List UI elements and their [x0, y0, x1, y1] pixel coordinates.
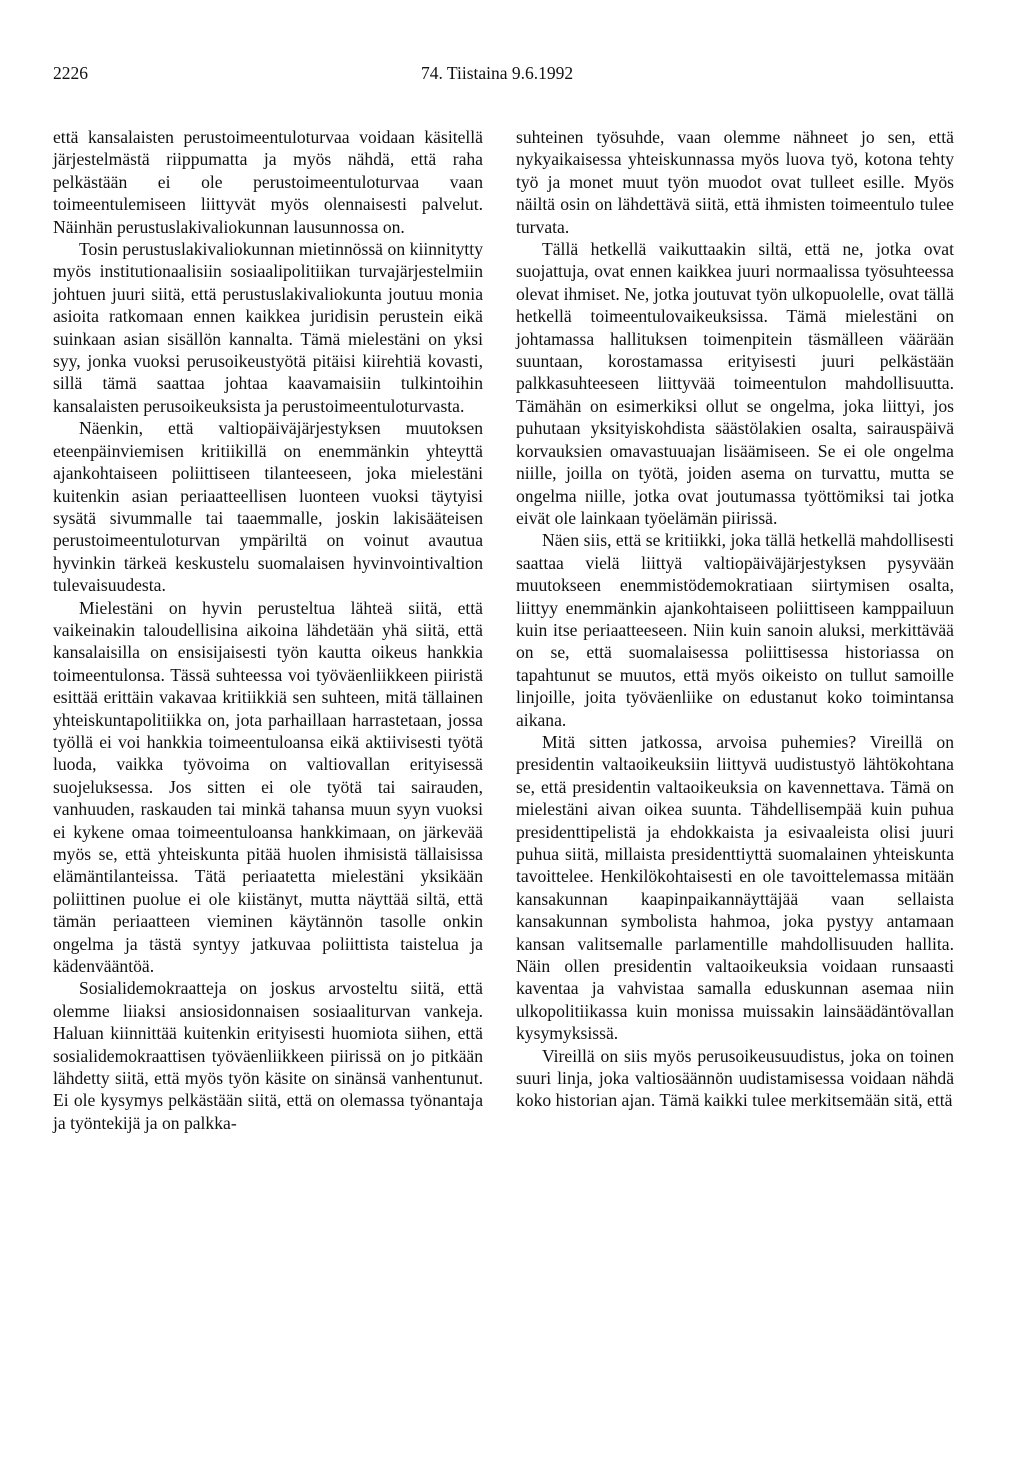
- paragraph: Tällä hetkellä vaikuttaakin siltä, että ne, jotka ovat suojattuja, ovat ennen kaikkea juuri normaalissa työsuhteessa olevat ihmiset. Ne, jotka joutuvat työn ulkopuolelle, ovat tällä hetkellä toimeentulovaikeuksissa. Tämä mielestäni on johtamassa hallituksen toimenpitein täsmälleen väärään suuntaan, korostamassa erityisesti juuri pelkästään palkkasuhteeseen liittyvää toimeentulon mahdollisuutta. Tämähän on esimerkiksi ollut se ongelma, joka liittyi, jos puhutaan yksityiskohdista säästölakien osalta, sairauspäivä korvauksien omavastuuajan lisäämiseen. Se ei ole ongelma niille, joilla on työtä, joiden asema on turvattu, mutta se ongelma niille, jotka ovat joutumassa työttömiksi tai jotka eivät ole lainkaan työelämän piirissä.: [516, 239, 954, 528]
- left-column: [53, 126, 483, 1134]
- paragraph: Mielestäni on hyvin perusteltua lähteä siitä, että vaikeinakin taloudellisina aikoina lähdetään yhä siitä, että kansalaisilla on ensisijaisesti työn kautta oikeus hankkia toimeentulonsa. Tässä suhteessa voi työväenliikkeen piiristä esittää erittäin vakavaa kritiikkiä sen suhteen, mitä tällainen yhteiskuntapolitiikka on, jota parhaillaan harrastetaan, jossa työllä ei voi hankkia toimeentuloansa eikä aktiivisesti työtä luoda, vaikka työvoima on valtiovallan erityisessä suojeluksessa. Jos sitten ei ole työtä tai sairauden, vanhuuden, raskauden tai minkä tahansa muun syyn vuoksi ei kykene omaa toimeentuloansa hankkimaan, on järkevää myös se, että yhteiskunta pitää huolen ihmisistä tällaisissa elämäntilanteissa. Tätä periaatetta mielestäni yksikään poliittinen puolue ei ole kiistänyt, mutta näyttää siltä, että tämän periaatteen vieminen käytännön tasolle onkin ongelma ja tästä syntyy jatkuvaa poliittista taistelua ja kädenvääntöä.: [53, 597, 483, 977]
- paragraph: Tosin perustuslakivaliokunnan mietinnössä on kiinnitytty myös institutionaalisiin sosiaalipolitiikan turvajärjestelmiin johtuen juuri siitä, että perustuslakivaliokunta joutuu monia asioita ratkomaan ennen kaikkea juridisin perustein eikä suinkaan asian sisällön kannalta. Tämä mielestäni on yksi syy, jonka vuoksi perusoikeustyötä pitäisi kiirehtiä kovasti, sillä tämä saattaa johtaa kaavamaisiin tulkintoihin kansalaisten perusoikeuksista ja perustoimeentuloturvasta.: [53, 239, 483, 416]
- page-header: [53, 62, 971, 84]
- paragraph: että kansalaisten perustoimeentuloturvaa voidaan käsitellä järjestelmästä riippumatta ja myös nähdä, että raha pelkästään ei ole perustoimeentuloturvaa vaan toimeentulemiseen liittyvät myös olennaisesti palvelut. Näinhän perustuslakivaliokunnan lausunnossa on.: [53, 127, 483, 237]
- page-number: 2226: [53, 63, 88, 83]
- paragraph: Mitä sitten jatkossa, arvoisa puhemies? Vireillä on presidentin valtaoikeuksiin liittyvä uudistustyö lähtökohtana se, että presidentin valtaoikeuksia on kavennettava. Tämä on mielestäni aivan oikea suunta. Tähdellisempää kuin puhua presidenttipelistä ja ehdokkaista ja esivaaleista olisi juuri puhua siitä, millaista presidenttiyttä suomalainen yhteiskunta tavoittelee. Henkilökohtaisesti en ole tavoittelemassa mitään kansakunnan kaapinpaikannäyttäjää vaan sellaista kansakunnan symbolista hahmoa, joka pystyy antamaan kansan valitsemalle parlamentille mahdollisuuden hallita. Näin ollen presidentin valtaoikeuksia voidaan runsaasti kaventaa ja vahvistaa samalla eduskunnan asemaa niin ulkopolitiikassa kuin monissa muissakin lainsäädäntövallan kysymyksissä.: [516, 731, 954, 1044]
- session-date: 74. Tiistaina 9.6.1992: [421, 63, 574, 83]
- paragraph: Näen siis, että se kritiikki, joka tällä hetkellä mahdollisesti saattaa vielä liittyä valtiopäiväjärjestyksen pysyvään muutokseen enemmistödemokratiaan siirtymisen osalta, liittyy enemmänkin ajankohtaiseen poliittiseen kamppailuun kuin itse periaatteeseen. Niin kuin sanoin aluksi, merkittävää on se, että suomalaisessa poliittisessa historiassa on tapahtunut se muutos, että myös oikeisto on tullut samoille linjoille, joita työväenliike on edustanut koko toimintansa aikana.: [516, 530, 954, 730]
- right-column: [516, 126, 954, 1112]
- paragraph: Näenkin, että valtiopäiväjärjestyksen muutoksen eteenpäinviemisen kritiikillä on enemmänkin yhteyttä ajankohtaiseen poliittiseen tilanteeseen, joka mielestäni kuitenkin asian periaatteellisen luonteen vuoksi täytyisi sysätä sivummalle tai taaemmalle, joskin lakisääteisen perustoimeentuloturvan ympäriltä on voinut avautua hyvinkin tärkeä keskustelu suomalaisen hyvinvointivaltion tulevaisuudesta.: [53, 418, 483, 596]
- paragraph: suhteinen työsuhde, vaan olemme nähneet jo sen, että nykyaikaisessa yhteiskunnassa myös luova työ, kotona tehty työ ja monet muut työn muodot ovat tulleet esille. Myös näiltä osin on lähdettävä siitä, että ihmisten toimeentulo tulee turvata.: [516, 127, 954, 237]
- paragraph: Vireillä on siis myös perusoikeusuudistus, joka on toinen suuri linja, joka valtiosäännön uudistamisessa voidaan nähdä koko historian ajan. Tämä kaikki tulee merkitsemään sitä, että: [516, 1045, 954, 1111]
- paragraph: Sosialidemokraatteja on joskus arvosteltu siitä, että olemme liiaksi ansiosidonnaisen sosiaaliturvan vankeja. Haluan kiinnittää kuitenkin erityisesti huomiota siihen, että sosialidemokraattisen työväenliikkeen piirissä on jo pitkään lähdetty siitä, että myös työn käsite on sinänsä vanhentunut. Ei ole kysymys pelkästään siitä, että on olemassa työnantaja ja työntekijä ja on palkka-: [53, 978, 483, 1133]
